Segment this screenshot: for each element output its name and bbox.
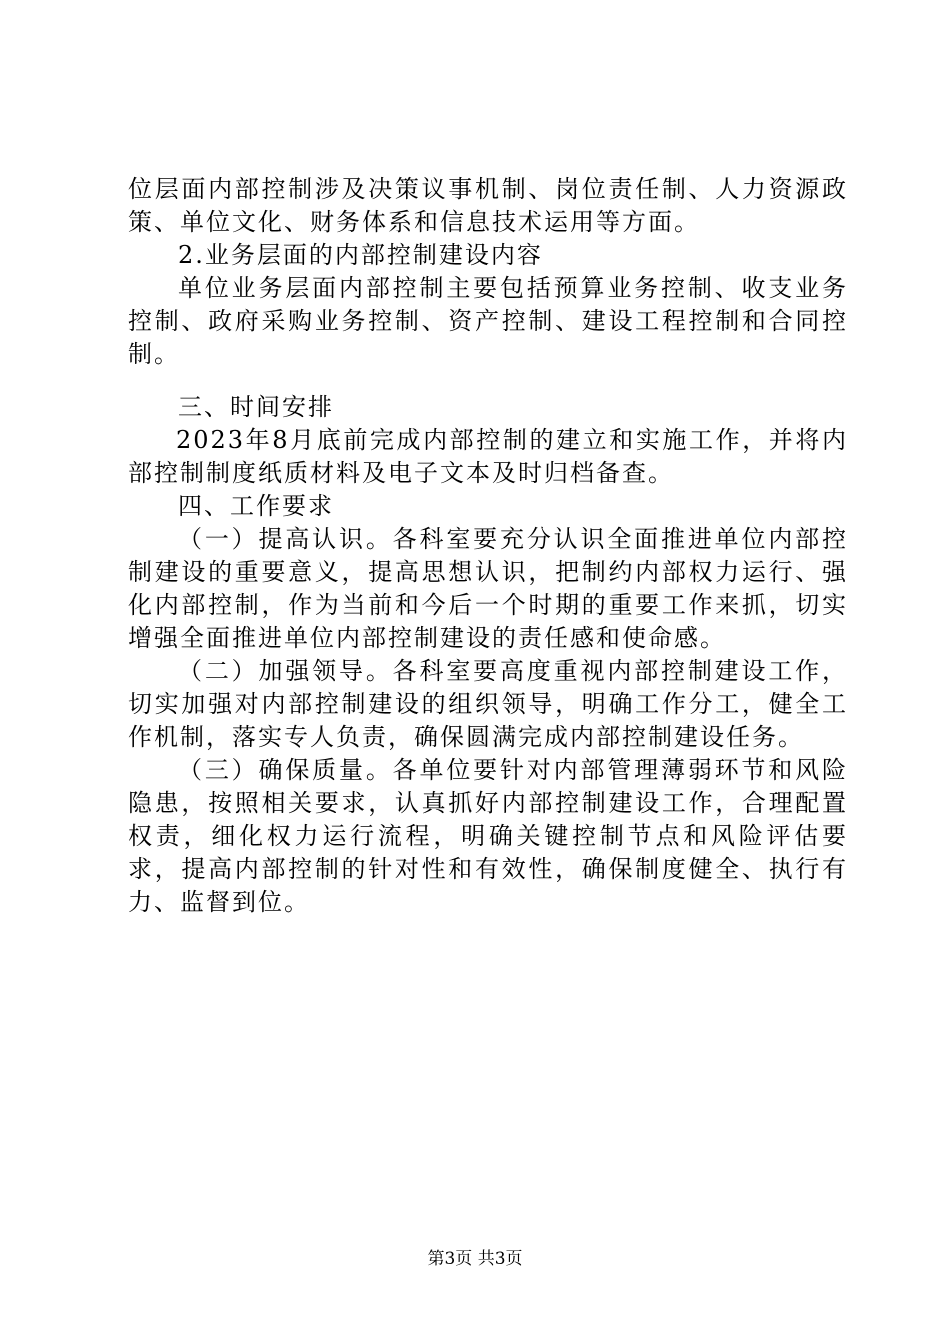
subheading-business-level: 2.业务层面的内部控制建设内容	[178, 241, 543, 269]
paragraph-business-level: 单位业务层面内部控制主要包括预算业务控制、收支业务控制、政府采购业务控制、资产控制、建设工程控制和合同控制。	[128, 274, 848, 368]
document-body	[128, 173, 848, 919]
page-footer: 第3页 共3页	[427, 1249, 523, 1269]
paragraph-requirement-2: （二）加强领导。各科室要高度重视内部控制建设工作，切实加强对内部控制建设的组织领导，明确工作分工，健全工作机制，落实专人负责，确保圆满完成内部控制建设任务。	[128, 657, 848, 751]
paragraph-schedule: 2023年8月底前完成内部控制的建立和实施工作，并将内部控制制度纸质材料及电子文本及时归档备查。	[128, 426, 848, 487]
heading-schedule: 三、时间安排	[178, 393, 334, 421]
paragraph-org-level-continued: 位层面内部控制涉及决策议事机制、岗位责任制、人力资源政策、单位文化、财务体系和信息技术运用等方面。	[128, 175, 848, 236]
paragraph-requirement-3: （三）确保质量。各单位要针对内部管理薄弱环节和风险隐患，按照相关要求，认真抓好内部控制建设工作，合理配置权责，细化权力运行流程，明确关键控制节点和风险评估要求，提高内部控制的针对性和有效性，确保制度健全、执行有力、监督到位。	[128, 756, 848, 916]
paragraph-requirement-1: （一）提高认识。各科室要充分认识全面推进单位内部控制建设的重要意义，提高思想认识，把制约内部权力运行、强化内部控制，作为当前和今后一个时期的重要工作来抓，切实增强全面推进单位内部控制建设的责任感和使命感。	[128, 525, 848, 652]
heading-requirements: 四、工作要求	[178, 492, 334, 520]
